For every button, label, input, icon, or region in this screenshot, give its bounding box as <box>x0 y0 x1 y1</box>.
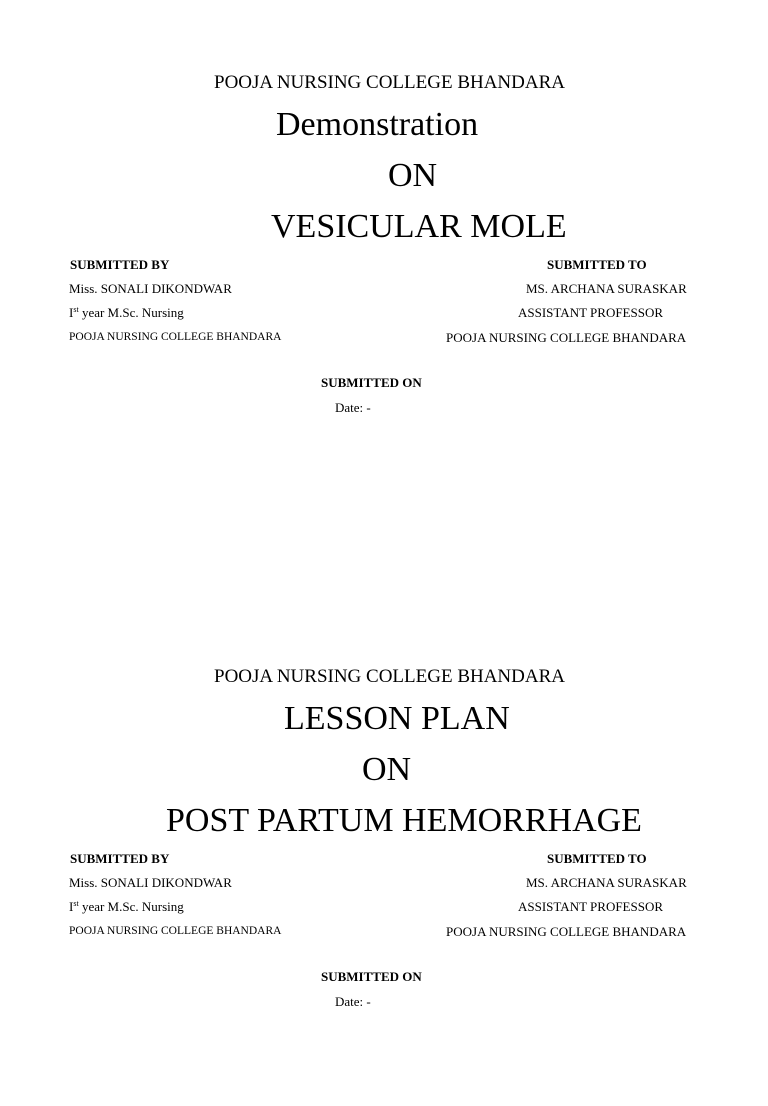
submitted-by-name: Miss. SONALI DIKONDWAR <box>69 281 232 296</box>
cover-page-demonstration <box>0 0 768 512</box>
submitted-to-college: POOJA NURSING COLLEGE BHANDARA <box>446 330 687 345</box>
submitted-on-heading: SUBMITTED ON <box>321 375 422 390</box>
submitted-on-heading: SUBMITTED ON <box>321 969 422 984</box>
submitted-on-date: Date: - <box>335 400 371 415</box>
title-line-2: ON <box>362 751 412 788</box>
submitted-by-name: Miss. SONALI DIKONDWAR <box>69 875 232 890</box>
submitted-by-heading: SUBMITTED BY <box>70 257 170 272</box>
college-name-header: POOJA NURSING COLLEGE BHANDARA <box>214 72 565 93</box>
cover-page-lesson-plan <box>0 594 768 1106</box>
submitted-by-college: POOJA NURSING COLLEGE BHANDARA <box>69 331 282 343</box>
title-line-2: ON <box>388 157 438 194</box>
submitted-to-name: MS. ARCHANA SURASKAR <box>526 875 687 890</box>
submitted-to-name: MS. ARCHANA SURASKAR <box>526 281 687 296</box>
submitted-to-college: POOJA NURSING COLLEGE BHANDARA <box>446 924 687 939</box>
submitted-by-college: POOJA NURSING COLLEGE BHANDARA <box>69 925 282 937</box>
title-line-1: LESSON PLAN <box>284 700 510 737</box>
title-line-3: POST PARTUM HEMORRHAGE <box>166 802 642 839</box>
submitted-to-designation: ASSISTANT PROFESSOR <box>518 899 664 914</box>
submitted-by-year: Ist year M.Sc. Nursing <box>69 899 184 914</box>
title-line-1: Demonstration <box>276 106 479 143</box>
submitted-to-designation: ASSISTANT PROFESSOR <box>518 305 664 320</box>
college-name-header: POOJA NURSING COLLEGE BHANDARA <box>214 666 565 687</box>
submitted-to-heading: SUBMITTED TO <box>547 257 647 272</box>
title-line-3: VESICULAR MOLE <box>271 208 567 245</box>
submitted-by-year: Ist year M.Sc. Nursing <box>69 305 184 320</box>
submitted-by-heading: SUBMITTED BY <box>70 851 170 866</box>
submitted-on-date: Date: - <box>335 994 371 1009</box>
submitted-to-heading: SUBMITTED TO <box>547 851 647 866</box>
